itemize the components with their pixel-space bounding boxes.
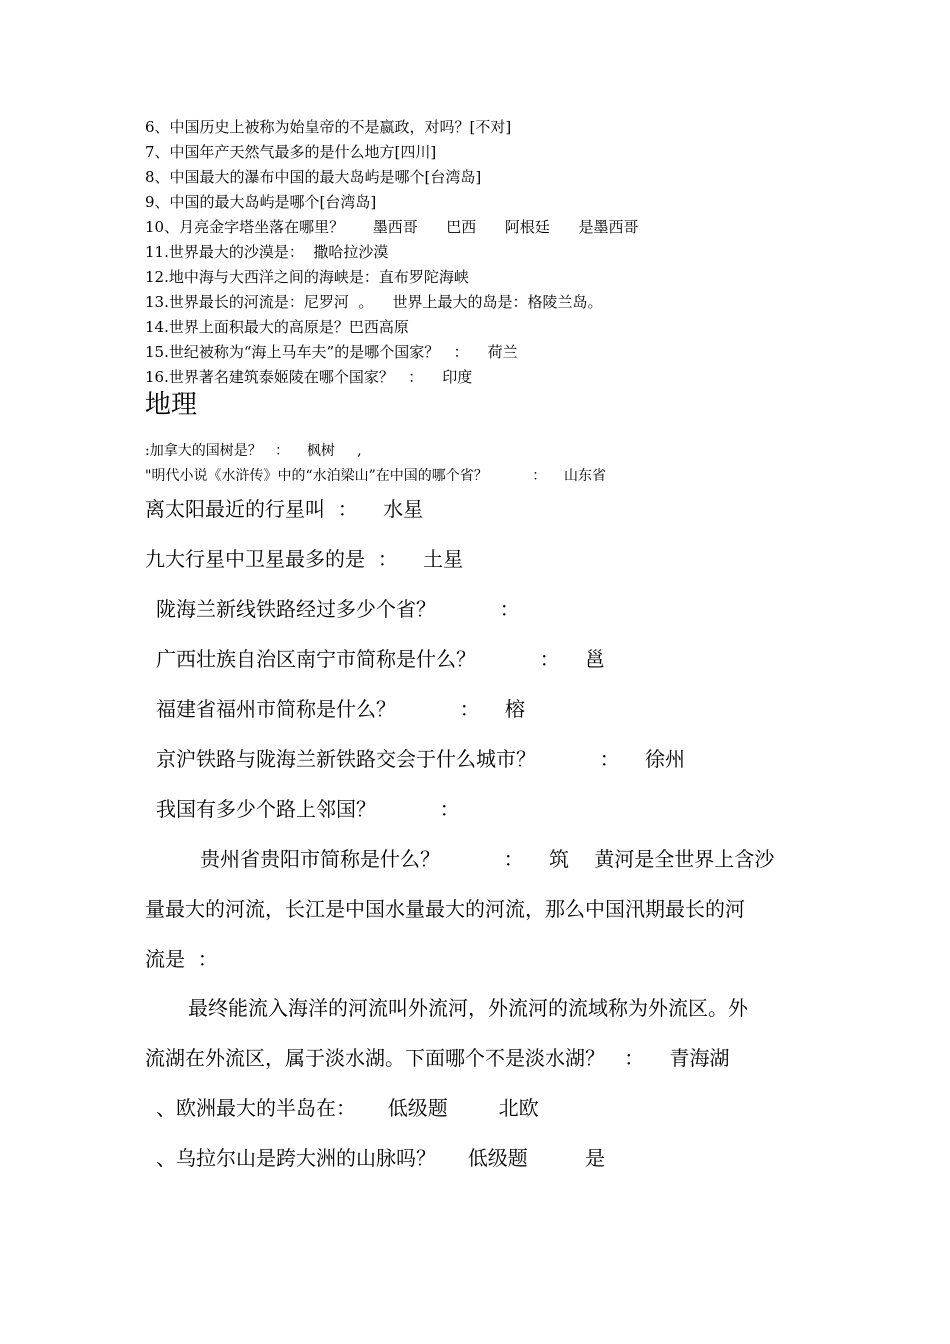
text-line: 、欧洲最大的半岛在： 低级题 北欧: [156, 1096, 539, 1120]
text-line: 11.世界最大的沙漠是： 撒哈拉沙漠: [145, 243, 389, 261]
text-line: 流是 ：: [145, 947, 218, 971]
text-line: 16.世界著名建筑泰姬陵在哪个国家？ ： 印度: [145, 368, 473, 386]
text-line: 12.地中海与大西洋之间的海峡是：直布罗陀海峡: [145, 268, 469, 286]
text-line: 14.世界上面积最大的高原是？巴西高原: [145, 318, 409, 336]
text-line: 贵州省贵阳市简称是什么？ ： 筑 黄河是全世界上含沙: [200, 847, 775, 871]
text-line: 陇海兰新线铁路经过多少个省？ ：: [156, 597, 520, 621]
text-line: 九大行星中卫星最多的是 ： 土星: [145, 547, 464, 571]
text-line: 最终能流入海洋的河流叫外流河，外流河的流域称为外流区。外: [188, 996, 748, 1020]
section-heading: 地理: [145, 390, 198, 420]
text-line: "明代小说《水浒传》中的“水泊梁山”在中国的哪个省？ ： 山东省: [145, 468, 607, 484]
text-line: 10、月亮金字塔坐落在哪里？ 墨西哥 巴西 阿根廷 是墨西哥: [145, 218, 639, 236]
text-line: 7、中国年产天然气最多的是什么地方[四川]: [145, 143, 437, 161]
text-line: 8、中国最大的瀑布中国的最大岛屿是哪个[台湾岛]: [145, 168, 482, 186]
text-line: :加拿大的国树是？ ： 枫树 ,: [145, 443, 362, 459]
text-line: 量最大的河流，长江是中国水量最大的河流，那么中国汛期最长的河: [145, 897, 745, 921]
text-line: 13.世界最长的河流是：尼罗河 。 世界上最大的岛是：格陵兰岛。: [145, 293, 603, 311]
text-line: 我国有多少个路上邻国？ ：: [156, 797, 460, 821]
text-line: 6、中国历史上被称为始皇帝的不是嬴政，对吗？[不对]: [145, 118, 512, 136]
text-line: 、乌拉尔山是跨大洲的山脉吗？ 低级题 是: [156, 1146, 606, 1170]
text-line: 广西壮族自治区南宁市简称是什么？ ： 邕: [156, 647, 606, 671]
text-line: 离太阳最近的行星叫 ： 水星: [145, 497, 424, 521]
text-line: 福建省福州市简称是什么？ ： 榕: [156, 697, 526, 721]
text-line: 京沪铁路与陇海兰新铁路交会于什么城市？ ： 徐州: [156, 747, 686, 771]
text-line: 流湖在外流区，属于淡水湖。下面哪个不是淡水湖？ ： 青海湖: [145, 1046, 730, 1070]
text-line: 15.世纪被称为“海上马车夫”的是哪个国家？ ： 荷兰: [145, 343, 518, 361]
text-line: 9、中国的最大岛屿是哪个[台湾岛]: [145, 193, 377, 211]
